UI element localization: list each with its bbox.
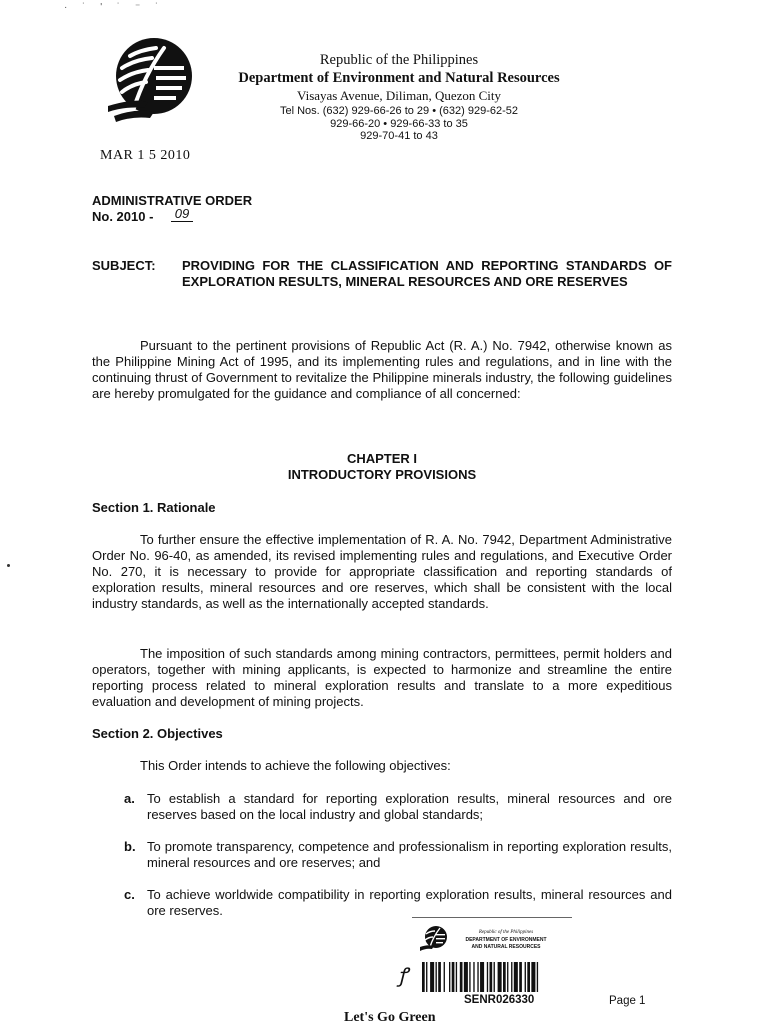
order-title: ADMINISTRATIVE ORDER <box>92 193 253 208</box>
letterhead-tel-line-3: 929-70-41 to 43 <box>360 130 438 142</box>
objective-a-text: To establish a standard for reporting exploration results, mineral resources and ore reserves based on the local industry and global standards; <box>147 791 672 822</box>
initial-signature: ꝭ <box>398 965 408 987</box>
scan-artifact-marks: · ˙ ' ˙ ⁻ ˙ <box>64 2 165 13</box>
letterhead-tel-line-1: Tel Nos. (632) 929-66-26 to 29 • (632) 929-62-52 <box>279 105 519 117</box>
footer-slogan: Let's Go Green <box>344 1010 436 1025</box>
subject-label: SUBJECT: <box>92 258 156 273</box>
order-number-label: No. 2010 - <box>92 209 154 224</box>
objective-b-text: To promote transparency, competence and professionalism in reporting exploration results, mineral resources and ore reserves; and <box>147 839 672 870</box>
section-2-title: Section 2. Objectives <box>92 726 223 741</box>
document-barcode <box>420 962 584 992</box>
section-1-paragraph-1: To further ensure the effective implementation of R. A. No. 7942, Department Administrative Order No. 96-40, as amended, its revised implementing rules and regulations, and Executive Order No. 270, it is necessary to provide for appropriate classification and reporting standards of exploration results, mineral resources and ore reserves, which shall be consistent with the local industry standards, as well as the internationally accepted standards. <box>92 532 672 611</box>
denr-seal-icon <box>104 36 200 126</box>
preamble-paragraph: Pursuant to the pertinent provisions of Republic Act (R. A.) No. 7942, otherwise known as the Philippine Mining Act of 1995, and its implementing rules and regulations, and in line with the continuing thrust of Government to revitalize the Philippine minerals industry, the following guidelines are hereby promulgated for the guidance and compliance of all concerned: <box>92 338 672 401</box>
scan-artifact-dot <box>7 564 10 567</box>
objective-b-label: b. <box>124 839 136 854</box>
section-2-intro: This Order intends to achieve the following objectives: <box>140 758 451 773</box>
denr-mini-seal-icon <box>418 925 452 953</box>
objective-c-text: To achieve worldwide compatibility in reporting exploration results, mineral resources and ore reserves. <box>147 887 672 918</box>
section-1-paragraph-2: The imposition of such standards among mining contractors, permittees, permit holders and operators, together with mining applicants, is expected to harmonize and streamline the entire reporting process related to mineral exploration results and translate to a more expeditious evaluation and development of mining projects. <box>92 646 672 709</box>
objective-c-label: c. <box>124 887 135 902</box>
objective-a-label: a. <box>124 791 135 806</box>
footer-stamp-department: DEPARTMENT OF ENVIRONMENT <box>465 937 547 943</box>
page-number: Page 1 <box>609 995 646 1007</box>
letterhead-republic: Republic of the Philippines <box>319 52 479 68</box>
chapter-title: CHAPTER I <box>346 451 418 466</box>
footer-stamp-rule <box>412 917 572 918</box>
footer-stamp-republic: Republic of the Philippines <box>478 930 534 935</box>
barcode-number: SENR026330 <box>464 994 535 1006</box>
date-stamp: MAR 1 5 2010 <box>100 148 191 163</box>
letterhead-tel-line-2: 929-66-20 • 929-66-33 to 35 <box>330 118 468 130</box>
chapter-subtitle: INTRODUCTORY PROVISIONS <box>287 467 477 482</box>
order-number-value: 09 <box>171 207 193 222</box>
section-1-title: Section 1. Rationale <box>92 500 216 515</box>
subject-text: PROVIDING FOR THE CLASSIFICATION AND REPORTING STANDARDS OF EXPLORATION RESULTS, MINERAL RESOURCES AND ORE RESERVES <box>182 258 672 289</box>
footer-stamp-natural: AND NATURAL RESOURCES <box>471 944 541 950</box>
letterhead-department: Department of Environment and Natural Resources <box>238 70 560 86</box>
letterhead-address: Visayas Avenue, Diliman, Quezon City <box>296 88 502 103</box>
